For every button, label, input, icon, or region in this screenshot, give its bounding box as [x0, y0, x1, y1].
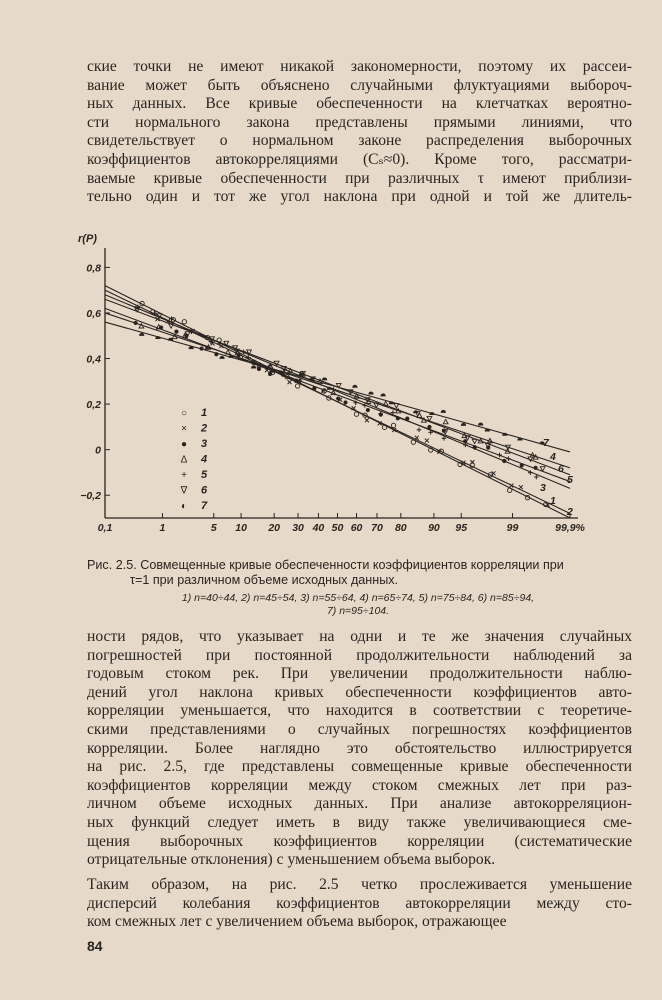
- caption-legend-line: 7) n=95÷104.: [326, 605, 390, 617]
- text-line: ных данных. Все кривые обеспеченности на клетчатках вероятно-: [87, 95, 632, 113]
- text-line: ком смежных лет с увеличением объема выборок, отражающее: [87, 913, 507, 931]
- line-end-label: 1: [550, 495, 556, 507]
- legend-label: 4: [201, 453, 208, 466]
- text-line: корреляции уменьшается, что находится в соответствии с теоретиче-: [87, 702, 632, 720]
- line-end-label: 4: [550, 451, 556, 463]
- legend-label: 1: [201, 407, 208, 419]
- y-tick-label: 0,4: [86, 353, 101, 366]
- point-series-4: [443, 419, 448, 423]
- text-line: скими представлениями о случайных погрешностях коэффициентов: [87, 720, 632, 738]
- legend-label: 2: [201, 422, 208, 435]
- y-tick-label: 0: [95, 444, 101, 457]
- fit-line-3: [105, 308, 570, 481]
- point-series-7: [322, 378, 326, 380]
- x-tick-label: 30: [292, 522, 304, 534]
- fit-line-4: [105, 313, 570, 468]
- point-series-7: [478, 423, 482, 425]
- text-line: коэффициентов автокорреляциями (Cₛ≈0). Кроме того, рассматри-: [87, 150, 632, 168]
- text-line: погрешностей при постоянной продолжительности наблюдений за: [87, 646, 632, 664]
- x-tick-label: 50: [331, 522, 344, 534]
- fit-line-7: [105, 322, 570, 452]
- point-series-1: [295, 384, 299, 388]
- x-tick-label: 40: [312, 522, 325, 534]
- legend-marker: ◐: [180, 501, 188, 512]
- legend-label: 5: [201, 469, 208, 481]
- text-line: коэффициентов корреляции между стоком смежных лет при раз-: [87, 776, 632, 794]
- point-series-5: [417, 428, 422, 433]
- x-tick-label: 99,9%: [555, 522, 585, 534]
- caption-line: Рис. 2.5. Совмещенные кривые обеспеченности коэффициентов корреляции при: [87, 558, 564, 572]
- fit-lines: [105, 286, 570, 518]
- legend-marker: ●: [180, 439, 188, 450]
- point-series-1: [182, 320, 186, 324]
- point-series-2: [288, 380, 292, 384]
- chart-axes: [78, 233, 578, 518]
- text-line: свидетельствует о нормальном законе распределения выборочных: [87, 132, 632, 150]
- page-number: 84: [87, 938, 103, 954]
- line-end-label: 3: [540, 482, 546, 494]
- legend-label: 6: [201, 484, 208, 497]
- point-series-7: [369, 392, 373, 394]
- x-tick-label: 20: [268, 522, 281, 534]
- legend-label: 3: [201, 438, 208, 450]
- text-line: ские точки не имеют никакой закономерности, поэтому их рассеи-: [87, 58, 632, 75]
- x-tick-label: 0,1: [97, 522, 113, 534]
- y-tick-label: −0,2: [80, 490, 101, 503]
- legend-label: 7: [201, 500, 208, 512]
- point-series-2: [425, 439, 429, 443]
- line-end-label: 6: [558, 463, 564, 475]
- text-line: отрицательные отклонения) с уменьшением объема выборок.: [87, 851, 496, 869]
- figure-caption: [87, 558, 632, 588]
- text-line: тельно один и тот же угол наклона при одной и той же длитель-: [87, 188, 632, 206]
- legend-marker: ○: [180, 408, 188, 419]
- point-series-3: [174, 330, 178, 334]
- point-series-7: [441, 410, 445, 412]
- caption-line: τ=1 при различном объеме исходных данных.: [130, 573, 399, 587]
- x-axis-ticks: [98, 513, 586, 534]
- legend-marker: +: [181, 470, 187, 481]
- paragraph-bottom: [87, 876, 632, 932]
- caption-legend-line: 1) n=40÷44, 2) n=45÷54, 3) n=55÷64, 4) n=65÷74, 5) n=75÷84, 6) n=85÷94,: [181, 592, 535, 604]
- paragraph-middle: [87, 628, 632, 870]
- text-line: корреляции. Более наглядно это обстоятельство иллюстрируется: [87, 739, 632, 757]
- legend-marker: ×: [181, 423, 187, 435]
- y-tick-label: 0,8: [86, 262, 101, 275]
- x-tick-label: 70: [371, 522, 383, 534]
- line-end-label: 2: [567, 506, 573, 518]
- y-tick-label: 0,6: [86, 307, 101, 320]
- point-series-7: [139, 333, 143, 335]
- point-series-3: [257, 367, 261, 371]
- point-series-1: [391, 423, 395, 427]
- point-series-7: [220, 356, 224, 358]
- point-series-7: [381, 394, 385, 396]
- text-line: вание может быть объяснено случайными флуктуациями выбороч-: [87, 76, 632, 94]
- probability-chart: [70, 228, 630, 546]
- x-tick-label: 10: [235, 522, 247, 534]
- legend-marker: Δ: [180, 454, 188, 466]
- line-end-label: 7: [543, 437, 549, 449]
- point-series-7: [461, 423, 465, 425]
- text-line: сти нормального закона представлены прямыми линиями, что: [87, 113, 632, 131]
- point-series-7: [414, 411, 418, 413]
- text-line: на рис. 2.5, где представлены совмещенные кривые обеспеченности: [87, 758, 632, 776]
- x-tick-label: 95: [455, 522, 468, 534]
- point-series-3: [343, 400, 347, 404]
- point-series-7: [353, 385, 357, 387]
- x-tick-label: 90: [428, 522, 440, 534]
- text-line: ваемые кривые обеспеченности при различных τ имеют приблизи-: [87, 169, 632, 187]
- x-tick-label: 5: [210, 522, 217, 534]
- chart-legend: [180, 407, 208, 512]
- x-tick-label: 99: [506, 522, 519, 534]
- y-tick-label: 0,2: [86, 399, 101, 412]
- text-line: годовым стоком рек. При увеличении продолжительности наблю-: [87, 665, 632, 683]
- x-tick-label: 1: [159, 522, 166, 534]
- text-line: дений угол наклона кривых обеспеченности коэффициентов авто-: [87, 683, 632, 701]
- point-series-3: [336, 396, 340, 400]
- text-line: ных функций следует иметь в виду также увеличивающиеся сме-: [87, 813, 632, 831]
- point-series-7: [251, 366, 255, 368]
- y-axis-label: r(P): [78, 233, 97, 245]
- line-end-label: 5: [567, 474, 573, 486]
- x-tick-label: 80: [394, 522, 407, 534]
- point-series-2: [365, 418, 369, 422]
- x-tick-label: 60: [350, 522, 363, 534]
- text-line: Таким образом, на рис. 2.5 четко прослеживается уменьшение: [87, 876, 632, 893]
- text-line: щения выборочных коэффициентов корреляции (систематические: [87, 832, 632, 850]
- text-line: ности рядов, что указывает на одни и те же значения случайных: [87, 628, 632, 645]
- fit-line-5: [105, 295, 570, 489]
- text-line: личном объеме исходных данных. При анализе автокорреляцион-: [87, 795, 632, 813]
- paragraph-top: [87, 58, 632, 207]
- legend-marker: ∇: [180, 485, 188, 497]
- point-series-3: [366, 408, 370, 412]
- text-line: дисперсий колебания коэффициентов автокорреляции между сто-: [87, 894, 632, 912]
